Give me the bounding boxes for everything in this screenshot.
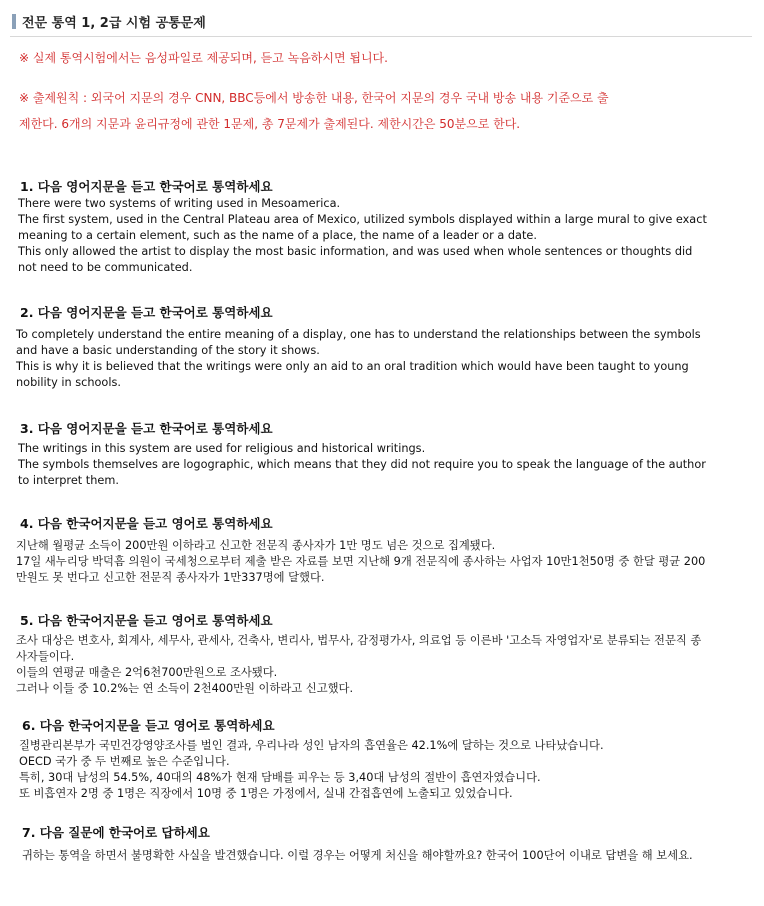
- question-2-body: [16, 327, 708, 391]
- notice-audio: ※ 실제 통역시험에서는 음성파일로 제공되며, 듣고 녹음하시면 됩니다.: [19, 51, 388, 65]
- question-4-heading: 4. 다음 한국어지문을 듣고 영어로 통역하세요: [20, 516, 273, 531]
- page-title: 전문 통역 1, 2급 시험 공통문제: [22, 16, 206, 31]
- question-6-heading: 6. 다음 한국어지문을 듣고 영어로 통역하세요: [22, 718, 275, 733]
- question-7-line: 귀하는 통역을 하면서 불명확한 사실을 발견했습니다. 이럴 경우는 어떻게 처신을 해야할까요? 한국어 100단어 이내로 답변을 해 보세요.: [22, 849, 693, 862]
- question-2-heading: 2. 다음 영어지문을 듣고 한국어로 통역하세요: [20, 305, 273, 320]
- title-marker: [12, 14, 16, 29]
- question-4-line: 지난해 월평균 소득이 200만원 이하라고 신고한 전문직 종사자가 1만 명도 넘은 것으로 집계됐다.: [16, 539, 496, 552]
- title-divider: [10, 36, 752, 37]
- question-5-line: 조사 대상은 변호사, 회계사, 세무사, 관세사, 건축사, 변리사, 법무사, 감정평가사, 의료업 등 이른바 '고소득 자영업자'로 분류되는 전문직 종사자들이다.: [16, 634, 702, 663]
- question-6-line: 특히, 30대 남성의 54.5%, 40대의 48%가 현재 담배를 피우는 등 3,40대 남성의 절반이 흡연자였습니다.: [19, 771, 541, 784]
- question-5-heading: 5. 다음 한국어지문을 듣고 영어로 통역하세요: [20, 613, 273, 628]
- question-2-line: This is why it is believed that the writings were only an aid to an oral tradition which would have been taught to young nobility in schools.: [16, 360, 689, 389]
- question-6-line: OECD 국가 중 두 번째로 높은 수준입니다.: [19, 755, 230, 768]
- question-1-line: The first system, used in the Central Plateau area of Mexico, utilized symbols displayed within a large mural to give exact meaning to a certain element, such as the name of a place, the name of a leader or a date.: [18, 213, 707, 242]
- question-3-body: [18, 441, 708, 489]
- question-4-line: 17일 새누리당 박덕흠 의원이 국세청으로부터 제출 받은 자료를 보면 지난해 9개 전문직에 종사하는 사업자 10만1천50명 중 한달 평균 200만원도 못 번다고 신고한 전문직 종사자가 1만337명에 달했다.: [16, 555, 706, 584]
- question-1-body: [18, 196, 708, 276]
- notice-exam-rules: ※ 출제원칙 : 외국어 지문의 경우 CNN, BBC등에서 방송한 내용, 한국어 지문의 경우 국내 방송 내용 기준으로 출제한다. 6개의 지문과 윤리규정에 관한 1문제, 총 7문제가 출제된다. 제한시간은 50분으로 한다.: [19, 91, 609, 131]
- question-6-line: 또 비흡연자 2명 중 1명은 직장에서 10명 중 1명은 가정에서, 실내 간접흡연에 노출되고 있었습니다.: [19, 787, 513, 800]
- question-6-body: [19, 738, 709, 802]
- question-5-line: 그러나 이들 중 10.2%는 연 소득이 2천400만원 이하라고 신고했다.: [16, 682, 354, 695]
- question-7-heading: 7. 다음 질문에 한국어로 답하세요: [22, 825, 210, 840]
- question-3-line: The symbols themselves are logographic, which means that they did not require you to speak the language of the author to interpret them.: [18, 458, 706, 487]
- question-5-line: 이들의 연평균 매출은 2억6천700만원으로 조사됐다.: [16, 666, 278, 679]
- document-title-bar: [12, 12, 206, 31]
- question-1-line: This only allowed the artist to display the most basic information, and was used when whole sentences or thoughts did not need to be communicated.: [18, 245, 693, 274]
- question-4-body: [16, 538, 708, 586]
- question-1-heading: 1. 다음 영어지문을 듣고 한국어로 통역하세요: [20, 179, 273, 194]
- question-1-line: There were two systems of writing used in Mesoamerica.: [18, 197, 341, 210]
- question-2-line: To completely understand the entire meaning of a display, one has to understand the relationships between the symbols and have a basic understanding of the story it shows.: [16, 328, 701, 357]
- question-5-body: [16, 633, 708, 697]
- question-6-line: 질병관리본부가 국민건강영양조사를 벌인 결과, 우리나라 성인 남자의 흡연율은 42.1%에 달하는 것으로 나타났습니다.: [19, 739, 604, 752]
- question-7-body: [22, 845, 708, 867]
- question-3-line: The writings in this system are used for religious and historical writings.: [18, 442, 426, 455]
- question-3-heading: 3. 다음 영어지문을 듣고 한국어로 통역하세요: [20, 421, 273, 436]
